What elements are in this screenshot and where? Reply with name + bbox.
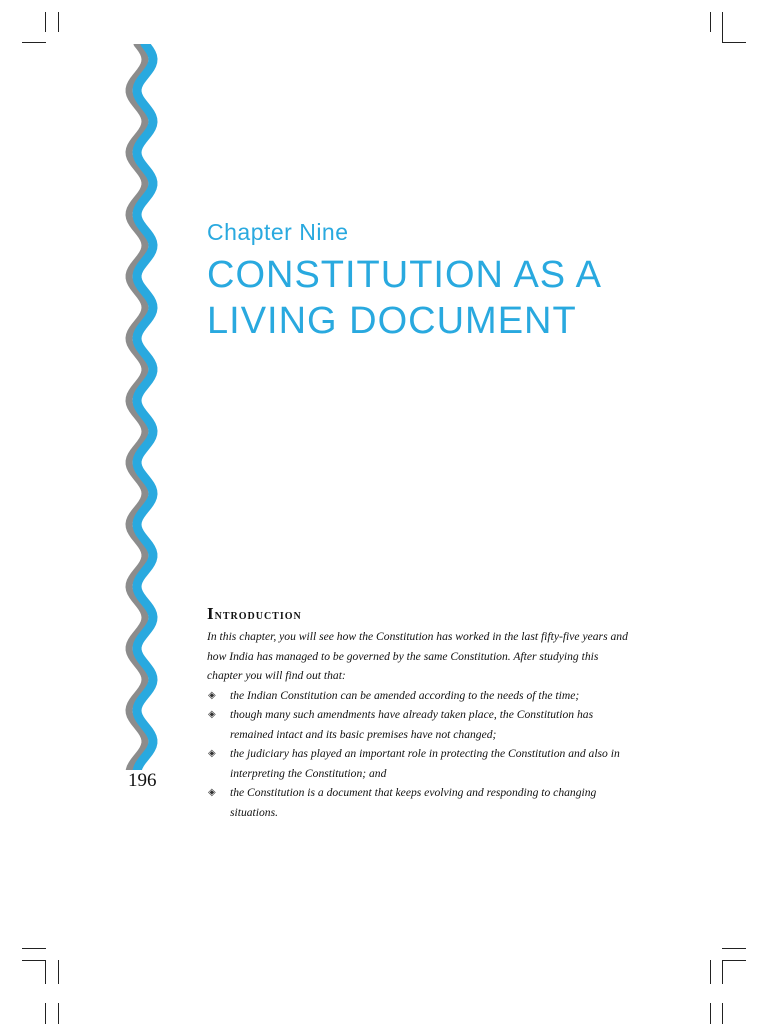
list-item-text: though many such amendments have already taken place, the Constitution has remained intact and its basic premises have not changed; (230, 708, 594, 741)
objectives-list (207, 686, 635, 823)
chapter-title-line-1: CONSTITUTION AS A (207, 254, 602, 296)
list-item (207, 744, 635, 783)
diamond-bullet-icon: ◈ (208, 787, 216, 798)
list-item-text: the judiciary has played an important role in protecting the Constitution and also in interpreting the Constitution; and (230, 747, 620, 780)
intro-paragraph: In this chapter, you will see how the Constitution has worked in the last fifty-five years and how India has managed to be governed by the same Constitution. After studying this chapter you will find out that: (207, 630, 628, 682)
page-number: 196 (128, 770, 157, 791)
list-item-text: the Constitution is a document that keeps evolving and responding to changing situations. (230, 786, 597, 819)
section-heading: Introduction (207, 604, 302, 623)
decorative-wave-ribbon (118, 44, 168, 770)
wave-ribbon (137, 44, 153, 770)
introduction-body (207, 627, 635, 822)
chapter-title-line-2: LIVING DOCUMENT (207, 300, 577, 342)
list-item (207, 783, 635, 822)
list-item (207, 705, 635, 744)
chapter-label: Chapter Nine (207, 219, 349, 245)
list-item-text: the Indian Constitution can be amended according to the needs of the time; (230, 688, 580, 702)
diamond-bullet-icon: ◈ (208, 748, 216, 759)
list-item (207, 686, 635, 706)
diamond-bullet-icon: ◈ (208, 689, 216, 701)
diamond-bullet-icon: ◈ (208, 709, 216, 720)
